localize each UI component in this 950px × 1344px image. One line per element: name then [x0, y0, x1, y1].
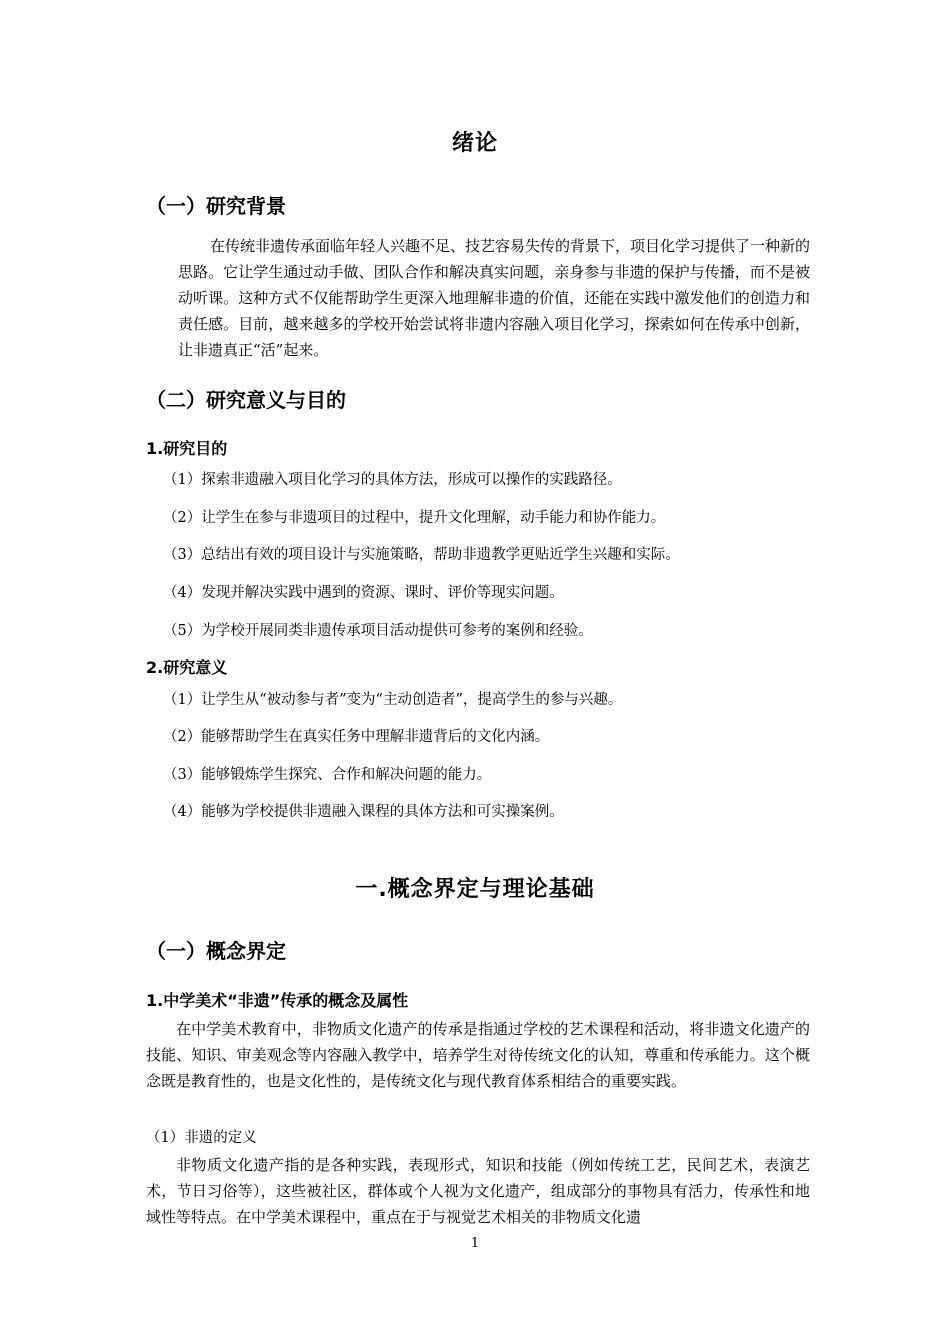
significance-item-3: （3）能够锻炼学生探究、合作和解决问题的能力。 [163, 767, 492, 783]
purpose-item-2: （2）让学生在参与非遗项目的过程中，提升文化理解，动手能力和协作能力。 [163, 510, 666, 526]
significance-item-4: （4）能够为学校提供非遗融入课程的具体方法和可实操案例。 [163, 804, 564, 820]
section-heading-background: （一）研究背景 [146, 194, 286, 218]
significance-item-1: （1）让学生从“被动参与者”变为“主动创造者”，提高学生的参与兴趣。 [163, 692, 623, 708]
significance-item-2: （2）能够帮助学生在真实任务中理解非遗背后的文化内涵。 [163, 729, 550, 745]
purpose-item-5: （5）为学校开展同类非遗传承项目活动提供可参考的案例和经验。 [163, 623, 593, 639]
section-heading-definition: （一）概念界定 [146, 939, 286, 963]
page-number: 1 [470, 1236, 480, 1251]
background-paragraph: 在传统非遗传承面临年轻人兴趣不足、技艺容易失传的背景下，项目化学习提供了一种新的思路。它让学生通过动手做、团队合作和解决真实问题，亲身参与非遗的保护与传播，而不是被动听课。这种方式不仅能帮助学生更深入地理解非遗的价值，还能在实践中激发他们的创造力和责任感。目前，越来越多的学校开始尝试将非遗内容融入项目化学习，探索如何在传承中创新，让非遗真正“活”起来。 [178, 237, 811, 359]
purpose-item-4: （4）发现并解决实践中遇到的资源、课时、评价等现实问题。 [163, 585, 564, 601]
significance-heading: 2.研究意义 [146, 658, 228, 677]
page-title: 绪论 [451, 131, 498, 156]
section-heading-significance-purpose: （二）研究意义与目的 [146, 388, 346, 412]
purpose-item-3: （3）总结出有效的项目设计与实施策略，帮助非遗教学更贴近学生兴趣和实际。 [163, 547, 680, 563]
chapter-title: 一.概念界定与理论基础 [355, 877, 595, 902]
concept-paragraph: 在中学美术教育中，非物质文化遗产的传承是指通过学校的艺术课程和活动，将非遗文化遗产的技能、知识、审美观念等内容融入教学中，培养学生对待传统文化的认知，尊重和传承能力。这个概念既是教育性的，也是文化性的，是传统文化与现代教育体系相结合的重要实践。 [146, 1020, 810, 1090]
purpose-heading: 1.研究目的 [146, 439, 228, 458]
concept-heading: 1.中学美术“非遗”传承的概念及属性 [146, 991, 409, 1010]
purpose-item-1: （1）探索非遗融入项目化学习的具体方法，形成可以操作的实践路径。 [163, 472, 622, 488]
definition-heading: （1）非遗的定义 [146, 1130, 257, 1146]
definition-paragraph: 非物质文化遗产指的是各种实践，表现形式，知识和技能（例如传统工艺，民间艺术，表演艺术，节日习俗等），这些被社区，群体或个人视为文化遗产，组成部分的事物具有活力，传承性和地域性等特点。在中学美术课程中，重点在于与视觉艺术相关的非物质文化遗 [146, 1156, 810, 1226]
